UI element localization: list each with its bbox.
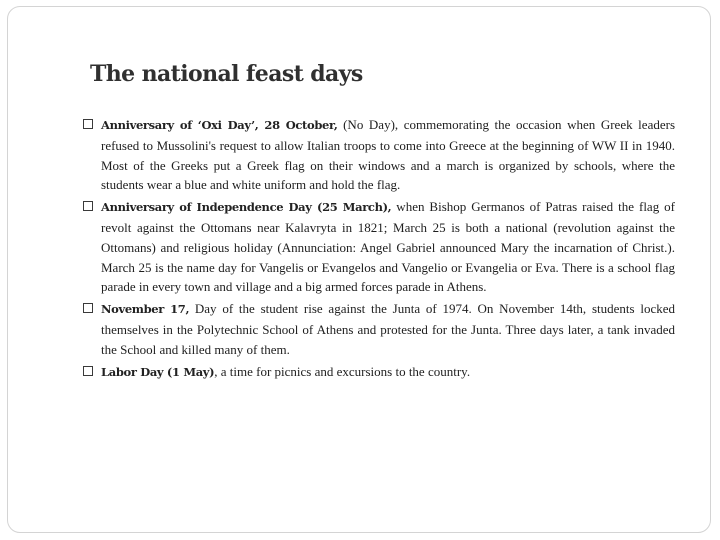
- bullet-november-17: [83, 299, 675, 359]
- bullet-text: Day of the student rise against the Junta of 1974. On November 14th, students locked themselves in the Polytechnic School of Athens and protested for the Junta. Three days later, a tank invaded the School and killed many of them.: [101, 301, 675, 357]
- checkbox-bullet-icon: [83, 366, 93, 376]
- bullet-lead: Labor Day (1 May): [101, 364, 215, 379]
- bullet-lead: November 17,: [101, 302, 190, 317]
- bullet-lead: Anniversary of ‘Oxi Day’, 28 October,: [101, 118, 338, 132]
- checkbox-bullet-icon: [83, 119, 93, 129]
- checkbox-bullet-icon: [83, 201, 93, 211]
- bullet-oxi-day: [83, 115, 675, 195]
- bullet-text: , a time for picnics and excursions to the country.: [214, 363, 471, 379]
- bullet-list: [83, 115, 675, 384]
- bullet-labor-day: [83, 362, 675, 383]
- checkbox-bullet-icon: [83, 303, 93, 313]
- bullet-lead: Anniversary of Independence Day (25 March),: [101, 200, 392, 215]
- bullet-independence-day: [83, 197, 675, 297]
- slide-title: The national feast days: [90, 61, 363, 87]
- bullet-text: (No Day), commemorating the occasion when Greek leaders refused to Mussolini's request to allow Italian troops to come into Greece at the beginning of WW II in 1940. Most of the Greeks put a Greek flag on their windows and a march is organized by schools, where the students wear a blue and white uniform and hold the flag.: [101, 117, 675, 193]
- bullet-text: when Bishop Germanos of Patras raised the flag of revolt against the Ottomans near Kalavryta in 1821; March 25 is both a national (revolution against the Ottomans) and religious holiday (Annunciation: Angel Gabriel announced Mary the incarnation of Christ.). March 25 is the name day for Vangelis or Evangelos and Vangelio or Evangelia or Eva. There is a school flag parade in every town and village and a big armed forces parade in Athens.: [101, 199, 675, 295]
